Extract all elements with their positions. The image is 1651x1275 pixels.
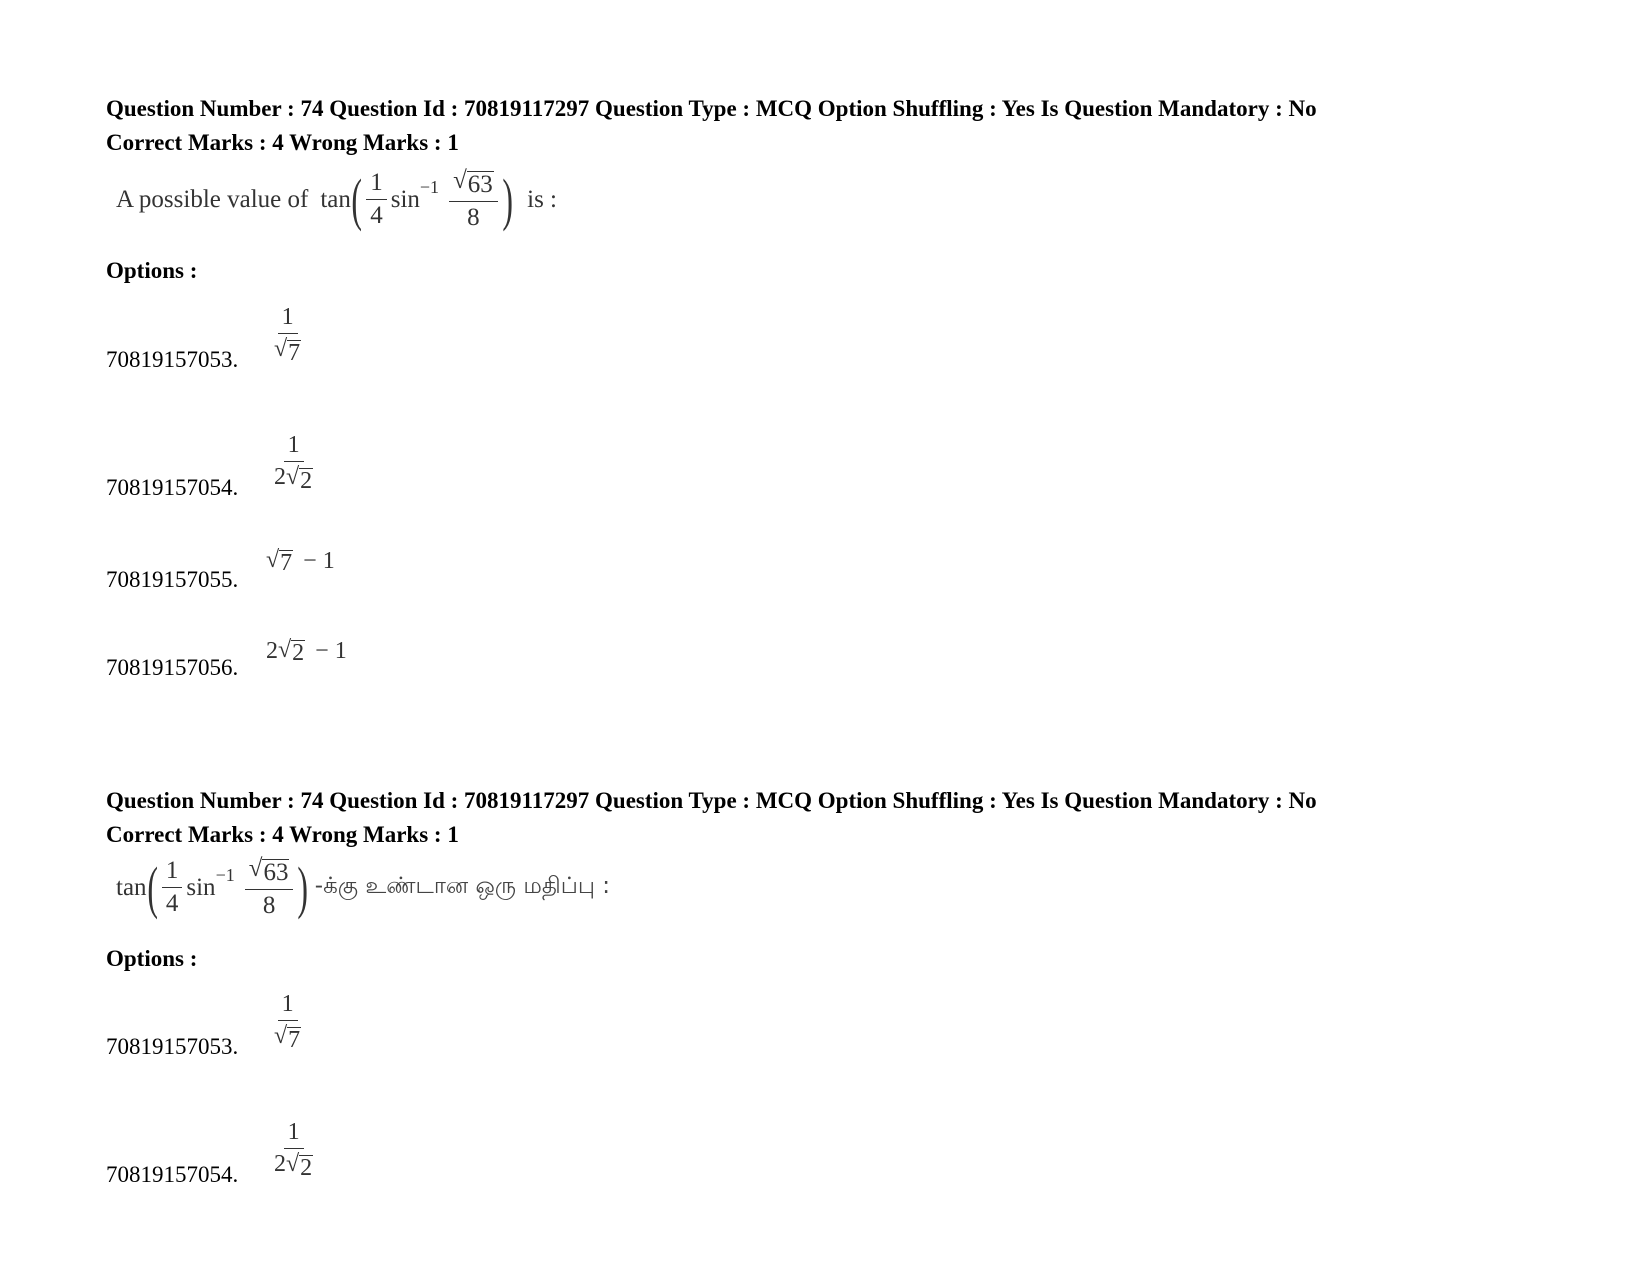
option-formula: 2 √ 2 − 1 bbox=[266, 637, 347, 666]
option-formula: 1 √ 7 bbox=[274, 304, 301, 367]
left-paren: ( bbox=[351, 166, 362, 232]
left-paren: ( bbox=[146, 854, 158, 920]
inverse-superscript: −1 bbox=[215, 865, 235, 886]
fraction-one-quarter: $\frac{1}{4}$ bbox=[366, 170, 387, 230]
sin-text: sin bbox=[390, 185, 420, 213]
fraction-root63-over-8: √ 63 8 bbox=[245, 856, 294, 920]
option-id: 70819157054. bbox=[106, 475, 239, 500]
option-id: 70819157053. bbox=[106, 1034, 239, 1059]
right-paren: ) bbox=[297, 854, 309, 920]
option-formula: √ 7 − 1 bbox=[266, 547, 335, 576]
fraction-root63-over-8: √ 63 8 bbox=[449, 168, 498, 232]
question-block-tamil bbox=[106, 784, 1526, 974]
option-id: 70819157053. bbox=[106, 347, 239, 372]
tan-text: tan bbox=[116, 873, 147, 901]
option-formula: 1 2 √ 2 bbox=[274, 1119, 313, 1182]
stem-suffix-tamil: -க்கு உண்டான ஒரு மதிப்பு : bbox=[314, 873, 611, 900]
question-formula bbox=[116, 856, 610, 920]
inverse-superscript: −1 bbox=[419, 177, 440, 198]
sin-text: sin bbox=[186, 873, 216, 901]
question-block-english bbox=[106, 92, 1526, 286]
stem-suffix: is : bbox=[527, 185, 557, 213]
fraction-one-quarter: $\frac{1}{4}$ bbox=[162, 858, 183, 918]
options-label: Options : bbox=[106, 258, 198, 283]
question-header: Question Number : 74 Question Id : 70819117297 Question Type : MCQ Option Shuffling : Yes Is Question Mandatory : No bbox=[106, 96, 1317, 121]
options-label: Options : bbox=[106, 946, 198, 971]
option-id: 70819157055. bbox=[106, 567, 239, 592]
question-stem bbox=[106, 852, 1526, 944]
stem-prefix: A possible value of bbox=[116, 185, 309, 213]
option-formula: 1 2 √ 2 bbox=[274, 432, 313, 495]
question-header: Question Number : 74 Question Id : 70819117297 Question Type : MCQ Option Shuffling : Yes Is Question Mandatory : No bbox=[106, 788, 1317, 813]
marks-line: Correct Marks : 4 Wrong Marks : 1 bbox=[106, 822, 459, 847]
question-formula bbox=[116, 168, 557, 232]
option-id: 70819157056. bbox=[106, 655, 239, 680]
tan-text: tan bbox=[320, 185, 351, 213]
option-id: 70819157054. bbox=[106, 1162, 239, 1187]
right-paren: ) bbox=[502, 166, 513, 232]
marks-line: Correct Marks : 4 Wrong Marks : 1 bbox=[106, 130, 459, 155]
option-formula: 1 √ 7 bbox=[274, 991, 301, 1054]
question-stem bbox=[106, 160, 1526, 256]
